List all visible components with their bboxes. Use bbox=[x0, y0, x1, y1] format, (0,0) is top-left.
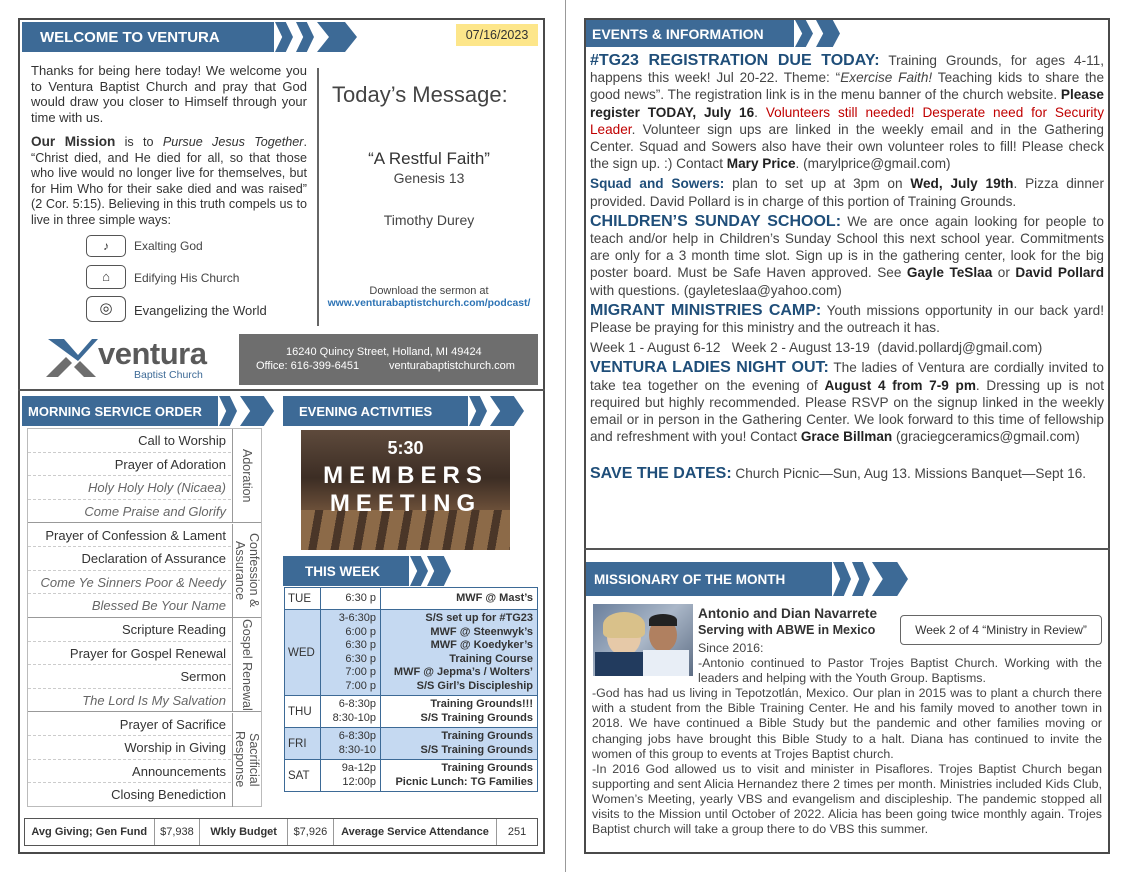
sermon-passage: Genesis 13 bbox=[393, 170, 465, 186]
way-icon-church: ⌂ bbox=[86, 265, 126, 289]
service-item: Holy Holy Holy (Nicaea) bbox=[28, 476, 231, 500]
speaker: Timothy Durey bbox=[383, 212, 475, 228]
stat-value: $7,926 bbox=[288, 819, 334, 845]
ladies-night-heading: VENTURA LADIES NIGHT OUT: bbox=[590, 359, 829, 377]
week-event: Training Grounds!!! bbox=[430, 698, 533, 710]
service-group bbox=[28, 713, 261, 807]
mission-label: Our Mission bbox=[31, 134, 116, 149]
week-time: 6:30 p bbox=[345, 639, 376, 651]
evening-title: EVENING ACTIVITIES bbox=[299, 403, 433, 419]
service-order-list bbox=[27, 428, 262, 807]
week-time: 12:00p bbox=[342, 775, 376, 788]
tg23-theme: Exercise Faith! bbox=[840, 70, 933, 86]
tg23-contact: Mary Price bbox=[726, 156, 796, 172]
week-schedule-table bbox=[284, 587, 538, 792]
members-meeting-image bbox=[301, 430, 510, 550]
events-body bbox=[590, 52, 1104, 483]
week-day: THU bbox=[285, 696, 321, 728]
week-time: 6-8:30p bbox=[338, 730, 376, 742]
week-time: 6-8:30p bbox=[338, 698, 376, 710]
missionary-header bbox=[586, 562, 832, 596]
missionary-body bbox=[592, 641, 1102, 837]
service-group-label: Sacrificial Response bbox=[232, 713, 261, 807]
morning-order-header bbox=[22, 396, 218, 426]
week-times bbox=[321, 728, 381, 760]
address-box bbox=[239, 334, 538, 385]
ventura-logo-icon bbox=[44, 333, 100, 383]
mission-rest: . “Christ died, and He died for all, so that those who live would no longer live for themselves, but for Him Who for their sake died and was raised” (2 Cor. 5:15). Believing in this truth compels us to live in three simple ways: bbox=[31, 135, 307, 227]
update-paragraph: -God has had us living in Tepotzotlán, Mexico. Our plan in 2015 was to plant a church there with a student from the Bible Training Center. He and his family moved to another town in 2018. We have continued a Bible Study but the pandemic and other families moving or changing jobs have brought this Bible Study to a halt. Diana has continued to invite the women of this group to events at Trojes Baptist church. bbox=[592, 686, 1102, 761]
week-time: 7:00 p bbox=[345, 679, 376, 692]
ladies-night-email: (graciegceramics@gmail.com) bbox=[892, 429, 1080, 445]
save-dates-text: Church Picnic—Sun, Aug 13. Missions Banquet—Sept 16. bbox=[731, 466, 1087, 482]
childrens-ss-text: with questions. (gayleteslaa@yahoo.com) bbox=[590, 282, 842, 298]
missionary-org: Serving with ABWE in Mexico bbox=[698, 623, 876, 637]
welcome-title: WELCOME TO VENTURA bbox=[40, 28, 220, 46]
tg23-text: . Volunteer sign ups are linked in the weekly email and in the Gathering Center. Squad and Sowers also have their own volunteer roles to fill! Please check the sign up. :) Contact bbox=[590, 121, 1104, 172]
section-divider bbox=[18, 389, 545, 391]
service-group-label: Adoration bbox=[232, 429, 261, 523]
week-time: 8:30-10 bbox=[338, 743, 376, 756]
week-times bbox=[321, 760, 381, 792]
way-label: Edifying His Church bbox=[134, 271, 240, 285]
tg23-text: . bbox=[754, 104, 766, 120]
contact-name: Gayle TeSlaa bbox=[906, 265, 993, 281]
stat-label: Wkly Budget bbox=[200, 819, 288, 845]
squad-heading: Squad and Sowers: bbox=[590, 176, 725, 192]
service-item: Blessed Be Your Name bbox=[91, 598, 226, 613]
week-day: SAT bbox=[285, 760, 321, 792]
week-event: MWF @ Koedyker’s bbox=[430, 639, 533, 651]
childrens-ss-heading: CHILDREN’S SUNDAY SCHOOL: bbox=[590, 212, 842, 230]
service-item: The Lord Is My Salvation bbox=[82, 692, 226, 708]
week-row bbox=[285, 728, 538, 760]
service-group bbox=[28, 524, 261, 618]
squad-date: Wed, July 19th bbox=[910, 176, 1014, 192]
week-events bbox=[381, 728, 538, 760]
week-day: FRI bbox=[285, 728, 321, 760]
week-times bbox=[321, 610, 381, 696]
week-times bbox=[321, 588, 381, 610]
giving-stats-bar bbox=[24, 818, 538, 846]
service-item: Closing Benediction bbox=[111, 787, 226, 802]
podcast-link[interactable]: www.venturabaptistchurch.com/podcast/ bbox=[327, 298, 531, 309]
download-label: Download the sermon at bbox=[369, 285, 489, 297]
week-row bbox=[285, 696, 538, 728]
message-heading: Today’s Message: bbox=[332, 82, 508, 107]
service-item: Call to Worship bbox=[28, 429, 231, 453]
squad-text: . Pizza dinner provided. David Pollard is in charge of this portion of Training Grounds. bbox=[590, 176, 1104, 209]
service-item: Prayer of Confession & Lament bbox=[28, 524, 231, 548]
migrant-text: Youth missions opportunity in our back yard! Please be praying for this ministry and the outreach it has. bbox=[590, 302, 1105, 336]
childrens-ss-text: We are once again looking for people to teach and/or help in Children’s Sunday School this next school year. Commitments are only for a 3 month time slot. Sign up is in the gathering center, look for the big poster board. Must be Safe Haven approved. See bbox=[590, 213, 1104, 281]
week-time: 9a-12p bbox=[341, 762, 376, 774]
tg23-item bbox=[590, 52, 1104, 172]
week-event: S/S Training Grounds bbox=[420, 743, 533, 756]
service-item: Come Praise and Glorify bbox=[84, 503, 226, 519]
service-group bbox=[28, 429, 261, 523]
week-event: Picnic Lunch: TG Families bbox=[395, 775, 533, 788]
week-events bbox=[381, 760, 538, 792]
tg23-register: Please register TODAY, July 16 bbox=[590, 87, 1104, 120]
service-item: Prayer for Gospel Renewal bbox=[28, 642, 231, 666]
save-dates-item bbox=[590, 465, 1104, 482]
missionary-title: MISSIONARY OF THE MONTH bbox=[594, 571, 786, 587]
sermon-title: “A Restful Faith” bbox=[368, 149, 490, 168]
stat-label: Avg Giving; Gen Fund bbox=[25, 819, 155, 845]
way-icon-globe: ◎ bbox=[86, 296, 126, 322]
stat-value: $7,938 bbox=[155, 819, 201, 845]
service-group-label: Gospel Renewal bbox=[232, 618, 261, 712]
section-divider bbox=[584, 548, 1110, 550]
service-item: Declaration of Assurance bbox=[28, 547, 231, 571]
page-fold bbox=[565, 0, 566, 872]
mission-is: is to bbox=[115, 135, 163, 149]
week-time: 6:30 p bbox=[345, 591, 376, 604]
week-events bbox=[381, 696, 538, 728]
morning-order-title: MORNING SERVICE ORDER bbox=[28, 403, 202, 419]
events-header bbox=[586, 20, 794, 47]
childrens-ss-item bbox=[590, 213, 1104, 299]
update-paragraph: -Antonio continued to Pastor Trojes Baptist Church. Working with the leaders and helping with the Youth Group. Baptisms. bbox=[698, 656, 1102, 686]
members-time: 5:30 bbox=[387, 438, 424, 458]
tg23-heading: #TG23 REGISTRATION DUE TODAY: bbox=[590, 52, 880, 69]
week-events bbox=[381, 610, 538, 696]
week-event: Training Course bbox=[449, 652, 533, 665]
service-item: Announcements bbox=[28, 760, 231, 784]
service-item: Worship in Giving bbox=[28, 736, 231, 760]
missionary-name: Antonio and Dian Navarrete bbox=[698, 606, 878, 621]
date-badge: 07/16/2023 bbox=[456, 24, 538, 46]
week-row bbox=[285, 588, 538, 610]
tg23-volunteer-alert: Volunteers still needed! Desperate need for Security Leader bbox=[590, 104, 1104, 137]
divider bbox=[317, 68, 319, 326]
contact-name: David Pollard bbox=[1015, 265, 1104, 281]
childrens-ss-text: or bbox=[992, 265, 1016, 281]
update-paragraph: -In 2016 God allowed us to visit and minister in Pisaflores. Trojes Baptist Church began supporting and sent Alicia Hernandez there 2 times per month. Ministries included Kids Club, Women’s Meeting, yearly VBS and evangelism and discipleship. The pandemic stopped all visits to the Mission until October of 2022. Alicia has been going twice monthly again. Trojes Baptist church will take a group there to do VBS this summer. bbox=[592, 761, 1102, 837]
ladies-night-item bbox=[590, 359, 1104, 445]
this-week-header bbox=[283, 556, 409, 586]
tg23-text: Teaching kids to share the good news”. The registration link is in the menu banner of the church website. bbox=[590, 70, 1105, 103]
week-row bbox=[285, 610, 538, 696]
address: 16240 Quincy Street, Holland, MI 49424 bbox=[286, 346, 482, 358]
since-line: Since 2016: bbox=[698, 641, 764, 655]
logo-wordmark: ventura bbox=[98, 336, 207, 371]
service-item: Come Ye Sinners Poor & Needy bbox=[28, 571, 231, 595]
save-dates-heading: SAVE THE DATES: bbox=[590, 465, 732, 483]
logo-subtitle: Baptist Church bbox=[134, 369, 203, 381]
mission-statement bbox=[31, 134, 307, 228]
week-day: TUE bbox=[285, 588, 321, 610]
website-link[interactable]: venturabaptistchurch.com bbox=[389, 360, 515, 372]
week-time: 8:30-10p bbox=[332, 711, 376, 724]
stat-value: 251 bbox=[507, 826, 527, 838]
service-group-label: Confession & Assurance bbox=[232, 524, 261, 618]
squad-text: plan to set up at 3pm on bbox=[724, 176, 911, 192]
welcome-intro: Thanks for being here today! We welcome you to Ventura Baptist Church and pray that God would draw you closer to Himself through your time with us. bbox=[31, 63, 307, 125]
migrant-heading: MIGRANT MINISTRIES CAMP: bbox=[590, 301, 822, 319]
members-line2: MEETING bbox=[329, 490, 482, 517]
week-event: S/S Girl’s Discipleship bbox=[416, 679, 533, 692]
ladies-night-date: August 4 from 7-9 pm bbox=[824, 377, 976, 393]
contact-name: Grace Billman bbox=[800, 429, 893, 445]
way-label: Exalting God bbox=[134, 239, 203, 253]
ladies-night-text: The ladies of Ventura are cordially invited to take tea together on the evening of bbox=[590, 360, 1104, 393]
week-event: MWF @ Jepma’s / Wolters’ bbox=[393, 666, 533, 678]
week-event: S/S Training Grounds bbox=[420, 711, 533, 724]
week-event: Training Grounds bbox=[441, 730, 533, 742]
tg23-email: . (marylprice@gmail.com) bbox=[795, 156, 951, 172]
migrant-weeks: Week 1 - August 6-12 Week 2 - August 13-19 (david.pollardj@gmail.com) bbox=[590, 340, 1043, 356]
week-time: 3-6:30p bbox=[338, 612, 376, 624]
service-item: Prayer of Sacrifice bbox=[28, 713, 231, 737]
squad-sowers-item bbox=[590, 175, 1104, 209]
week-time: 6:00 p bbox=[345, 625, 376, 638]
week-event: Training Grounds bbox=[441, 762, 533, 774]
way-label: Evangelizing the World bbox=[134, 303, 267, 318]
evening-header bbox=[283, 396, 468, 426]
week-event: MWF @ Steenwyk’s bbox=[430, 625, 533, 638]
service-item: Sermon bbox=[28, 665, 231, 689]
week-event: S/S set up for #TG23 bbox=[425, 612, 533, 624]
events-title: EVENTS & INFORMATION bbox=[592, 25, 764, 42]
service-item: Scripture Reading bbox=[28, 618, 231, 642]
service-group bbox=[28, 618, 261, 712]
week-badge: Week 2 of 4 “Ministry in Review” bbox=[900, 615, 1102, 645]
service-item: Prayer of Adoration bbox=[28, 453, 231, 477]
week-times bbox=[321, 696, 381, 728]
ladies-night-text: . Dressing up is not required but highly recommended. Please RSVP on the signup linked in the weekly email or in person in the Gathering Center. We look forward to this time of fellowship and refreshment with you! Contact bbox=[590, 377, 1105, 445]
this-week-title: THIS WEEK bbox=[305, 563, 381, 579]
week-row bbox=[285, 760, 538, 792]
way-icon-exalting: ♪ bbox=[86, 235, 126, 257]
mission-text: Pursue Jesus Together bbox=[162, 135, 304, 149]
week-event: MWF @ Mast’s bbox=[456, 591, 533, 604]
week-time: 7:00 p bbox=[345, 666, 376, 678]
stat-label: Average Service Attendance bbox=[334, 819, 497, 845]
week-events bbox=[381, 588, 538, 610]
migrant-item bbox=[590, 302, 1104, 336]
members-line1: MEMBERS bbox=[323, 462, 488, 489]
week-day: WED bbox=[285, 610, 321, 696]
week-time: 6:30 p bbox=[345, 652, 376, 665]
welcome-header bbox=[22, 22, 274, 52]
tg23-text: Training Grounds, for ages 4-11, happens this week! Jul 20-22. Theme: “ bbox=[590, 53, 1104, 86]
office-phone: Office: 616-399-6451 bbox=[256, 360, 360, 372]
